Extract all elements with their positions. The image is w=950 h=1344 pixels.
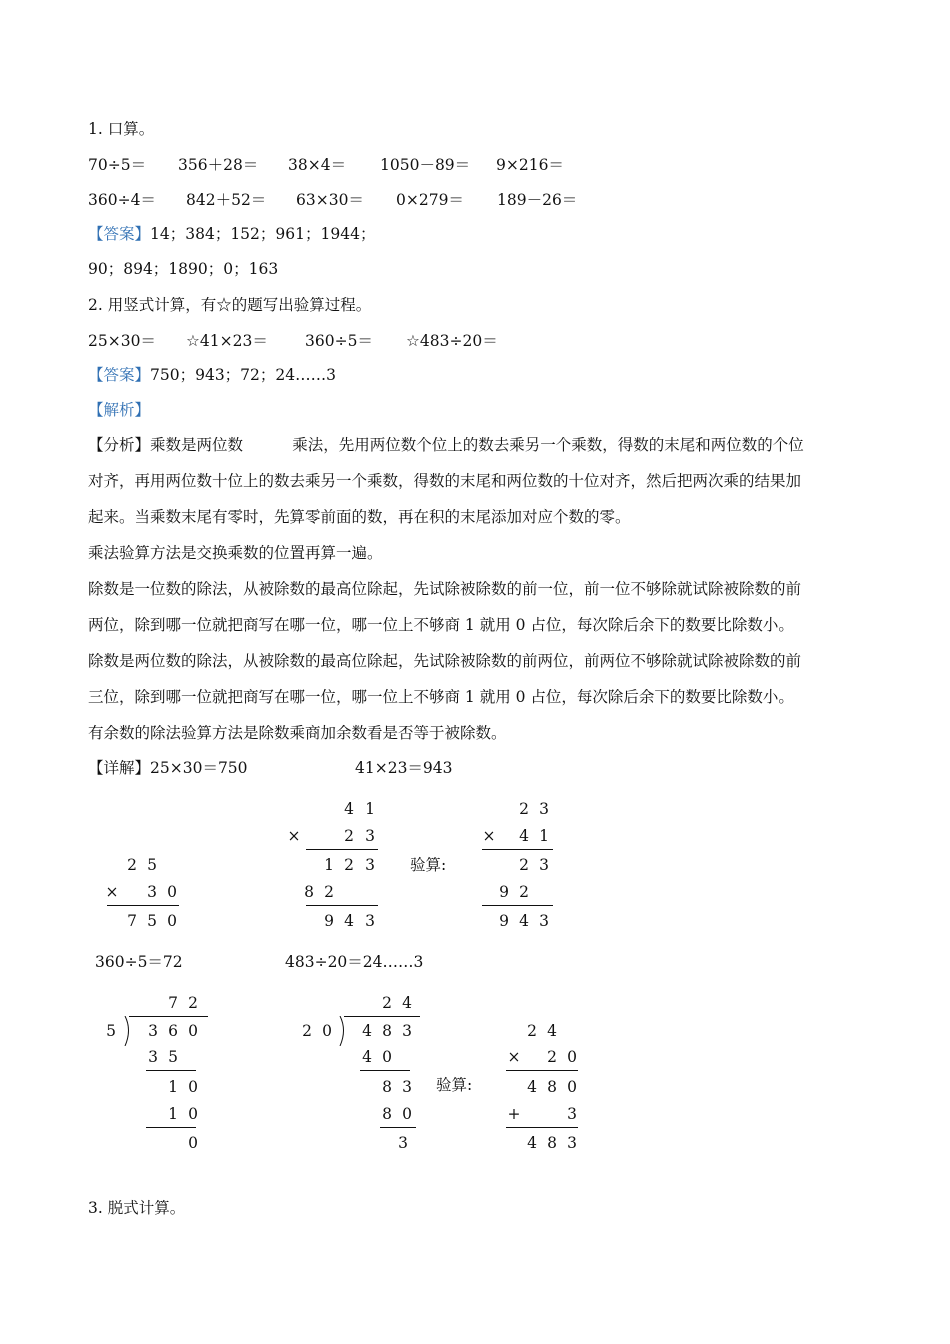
calc-line <box>306 849 378 850</box>
q2-problem: ☆41×23＝ <box>186 332 268 350</box>
answer-tag: 【答案】 <box>88 225 151 243</box>
digit: 2 <box>519 800 529 818</box>
digit: 3 <box>147 883 157 901</box>
division-bracket <box>337 1016 349 1046</box>
q1-answer-line2: 90；894；1890；0；163 <box>88 260 279 278</box>
digit: 0 <box>567 1048 577 1066</box>
q2-answer <box>88 364 336 386</box>
digit: 1 <box>168 1078 178 1096</box>
division-bracket <box>122 1016 134 1046</box>
calc-line <box>146 1127 196 1128</box>
operator: × <box>507 1048 521 1066</box>
digit: 1 <box>365 800 375 818</box>
analysis-line: 【分析】乘数是两位数 乘法，先用两位数个位上的数去乘另一个乘数，得数的末尾和两位数的个位 <box>88 436 804 454</box>
q1-item: 70÷5＝ <box>88 156 147 174</box>
digit: 0 <box>567 1078 577 1096</box>
q1-item: 360÷4＝ <box>88 191 156 209</box>
analysis-line: 对齐，再用两位数十位上的数去乘另一个乘数，得数的末尾和两位数的十位对齐，然后把两次乘的结果加 <box>88 472 802 490</box>
analysis-line: 除数是一位数的除法，从被除数的最高位除起，先试除被除数的前一位，前一位不够除就试除被除数的前 <box>88 580 802 598</box>
q1-title: 1. 口算。 <box>88 120 155 138</box>
digit: 3 <box>148 1022 158 1040</box>
digit: 2 <box>127 856 137 874</box>
digit: 2 <box>382 994 392 1012</box>
digit: 2 <box>344 827 354 845</box>
remainder: 0 <box>188 1134 198 1152</box>
digit: 2 <box>519 856 529 874</box>
division-bar <box>129 1016 208 1017</box>
digit: 8 <box>547 1078 557 1096</box>
digit: 3 <box>539 800 549 818</box>
q1-item: 842＋52＝ <box>186 191 267 209</box>
digit: 3 <box>539 856 549 874</box>
digit: 3 <box>539 912 549 930</box>
q1-item: 63×30＝ <box>296 191 364 209</box>
q2-problem: 25×30＝ <box>88 332 156 350</box>
analysis-line: 起来。当乘数末尾有零时，先算零前面的数，再在积的末尾添加对应个数的零。 <box>88 508 631 526</box>
digit: 1 <box>539 827 549 845</box>
digit: 2 <box>519 883 529 901</box>
digit: 8 <box>547 1134 557 1152</box>
q2-title: 2. 用竖式计算，有☆的题写出验算过程。 <box>88 296 372 314</box>
q3-title: 3. 脱式计算。 <box>88 1199 186 1217</box>
jiexi-tag: 【解析】 <box>88 401 151 419</box>
digit: 5 <box>147 856 157 874</box>
operator: × <box>105 883 119 901</box>
digit: 2 <box>527 1022 537 1040</box>
divisor-digit: 2 <box>302 1022 312 1040</box>
digit: 0 <box>402 1105 412 1123</box>
digit: 4 <box>362 1022 372 1040</box>
q2-problem: ☆483÷20＝ <box>406 332 498 350</box>
digit: 8 <box>304 883 314 901</box>
digit: 0 <box>188 1078 198 1096</box>
digit: 4 <box>519 912 529 930</box>
digit: 4 <box>344 800 354 818</box>
digit: 4 <box>527 1078 537 1096</box>
answer-text: 750；943；72；24……3 <box>150 366 336 384</box>
remainder: 3 <box>398 1134 408 1152</box>
digit: 3 <box>567 1105 577 1123</box>
detail-eq2: 41×23＝943 <box>355 759 453 777</box>
operator: × <box>482 827 496 845</box>
q1-item: 189－26＝ <box>497 191 578 209</box>
digit: 0 <box>382 1048 392 1066</box>
calc-line <box>506 1070 578 1071</box>
digit: 3 <box>567 1134 577 1152</box>
digit: 3 <box>365 912 375 930</box>
digit: 8 <box>382 1105 392 1123</box>
q1-item: 356＋28＝ <box>178 156 259 174</box>
q1-item: 0×279＝ <box>396 191 464 209</box>
digit: 0 <box>188 1105 198 1123</box>
eq-483div20: 483÷20＝24……3 <box>285 953 424 971</box>
digit: 5 <box>168 1048 178 1066</box>
digit: 4 <box>362 1048 372 1066</box>
digit: 4 <box>344 912 354 930</box>
calc-line <box>360 1070 410 1071</box>
calc-line <box>306 905 378 906</box>
operator: × <box>287 827 301 845</box>
check-label: 验算: <box>410 856 447 874</box>
digit: 5 <box>147 912 157 930</box>
digit: 3 <box>402 1022 412 1040</box>
analysis-line: 有余数的除法验算方法是除数乘商加余数看是否等于被除数。 <box>88 724 507 742</box>
digit: 3 <box>365 827 375 845</box>
digit: 3 <box>365 856 375 874</box>
answer-text: 14；384；152；961；1944； <box>150 225 376 243</box>
digit: 9 <box>499 883 509 901</box>
divisor-digit: 0 <box>322 1022 332 1040</box>
analysis-line: 三位，除到哪一位就把商写在哪一位，哪一位上不够商 1 就用 0 占位，每次除后余下的数要比除数小。 <box>88 688 794 706</box>
digit: 4 <box>519 827 529 845</box>
q1-answer <box>88 223 375 245</box>
digit: 8 <box>382 1078 392 1096</box>
q2-problem: 360÷5＝ <box>305 332 373 350</box>
calc-line <box>146 1070 196 1071</box>
calc-line <box>482 905 553 906</box>
q1-item: 38×4＝ <box>288 156 347 174</box>
calc-line <box>482 849 553 850</box>
calc-line <box>380 1127 416 1128</box>
digit: 9 <box>324 912 334 930</box>
digit: 9 <box>499 912 509 930</box>
digit: 7 <box>127 912 137 930</box>
digit: 8 <box>382 1022 392 1040</box>
answer-tag: 【答案】 <box>88 366 151 384</box>
digit: 3 <box>148 1048 158 1066</box>
digit: 1 <box>168 1105 178 1123</box>
divisor: 5 <box>106 1022 116 1040</box>
digit: 0 <box>167 883 177 901</box>
detail-eq1: 25×30＝750 <box>150 759 248 777</box>
division-bar <box>344 1016 420 1017</box>
digit: 1 <box>324 856 334 874</box>
digit: 2 <box>324 883 334 901</box>
digit: 2 <box>547 1048 557 1066</box>
digit: 6 <box>168 1022 178 1040</box>
digit: 3 <box>402 1078 412 1096</box>
digit: 4 <box>527 1134 537 1152</box>
q1-item: 9×216＝ <box>496 156 564 174</box>
digit: 4 <box>402 994 412 1012</box>
operator: + <box>507 1105 521 1123</box>
analysis-line: 除数是两位数的除法，从被除数的最高位除起，先试除被除数的前两位，前两位不够除就试除被除数的前 <box>88 652 802 670</box>
calc-line <box>506 1127 578 1128</box>
digit: 0 <box>167 912 177 930</box>
digit: 2 <box>344 856 354 874</box>
digit: 2 <box>188 994 198 1012</box>
digit: 4 <box>547 1022 557 1040</box>
analysis-line: 乘法验算方法是交换乘数的位置再算一遍。 <box>88 544 383 562</box>
detail-line <box>88 757 248 779</box>
q1-item: 1050－89＝ <box>380 156 471 174</box>
analysis-line: 两位，除到哪一位就把商写在哪一位，哪一位上不够商 1 就用 0 占位，每次除后余下的数要比除数小。 <box>88 616 794 634</box>
digit: 7 <box>168 994 178 1012</box>
check-label-2: 验算: <box>436 1076 473 1094</box>
calc-line <box>107 905 179 906</box>
eq-360div5: 360÷5＝72 <box>95 953 183 971</box>
detail-tag: 【详解】 <box>88 759 151 777</box>
digit: 0 <box>188 1022 198 1040</box>
